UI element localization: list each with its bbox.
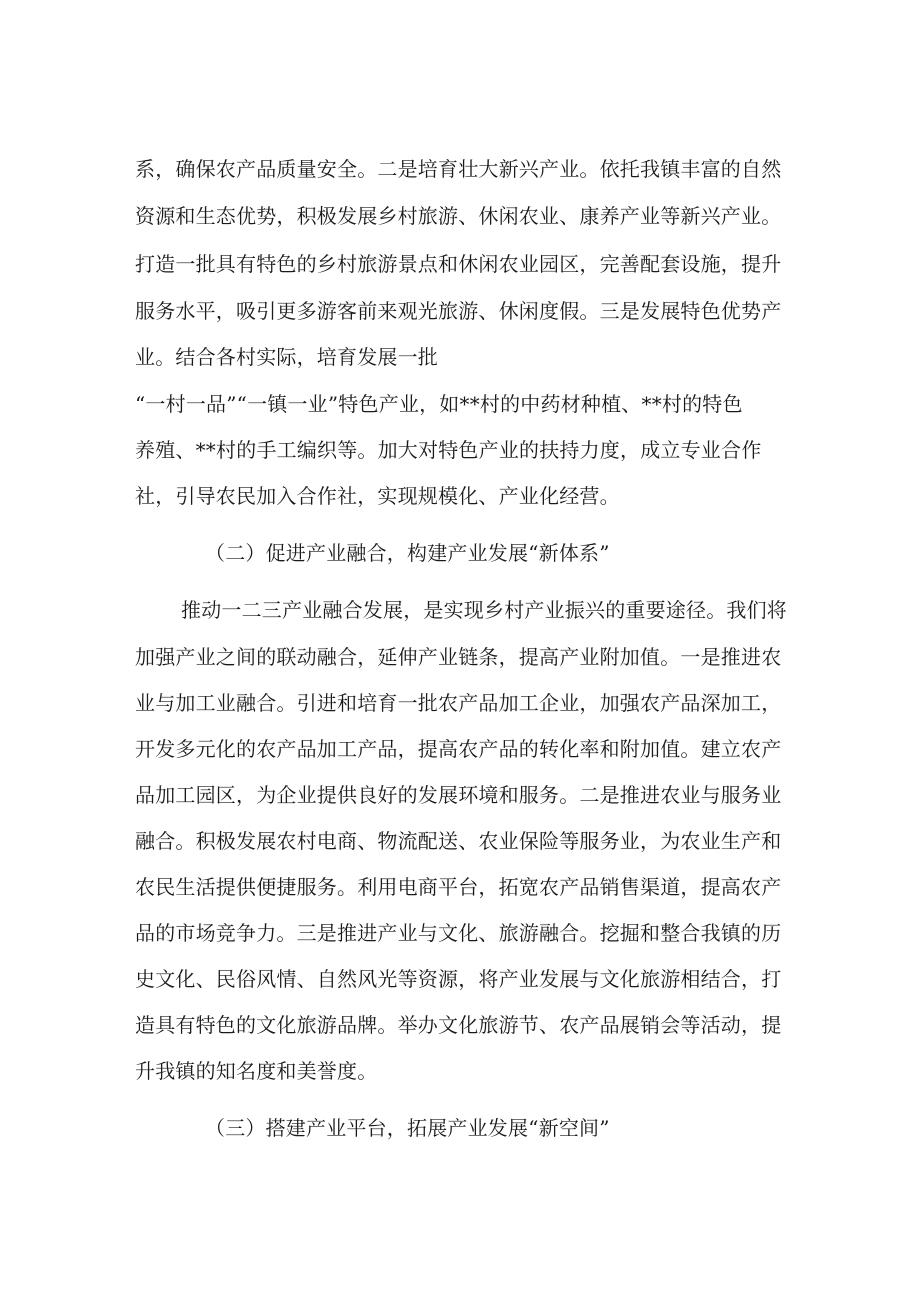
paragraph-line: 开发多元化的农产品加工产品，提高农产品的转化率和附加值。建立农产 (135, 737, 782, 761)
paragraph-line: 系，确保农产品质量安全。二是培育壮大新兴产业。依托我镇丰富的自然 (135, 157, 782, 181)
paragraph-line: 加强产业之间的联动融合，延伸产业链条，提高产业附加值。一是推进农 (135, 645, 782, 669)
paragraph-line: 社，引导农民加入合作社，实现规模化、产业化经营。 (135, 484, 620, 508)
paragraph-line: 品加工园区，为企业提供良好的发展环境和服务。二是推进农业与服务业 (135, 783, 782, 807)
paragraph-line: 升我镇的知名度和美誉度。 (135, 1059, 378, 1083)
paragraph-line: 打造一批具有特色的乡村旅游景点和休闲农业园区，完善配套设施，提升 (135, 252, 782, 276)
paragraph-line: 农民生活提供便捷服务。利用电商平台，拓宽农产品销售渠道，提高农产 (135, 875, 782, 899)
section-heading: （二）促进产业融合，构建产业发展“新体系” (205, 541, 610, 565)
paragraph-line: “一村一品”“一镇一业”特色产业，如**村的中药材种植、**村的特色 (135, 392, 743, 416)
paragraph-line: 造具有特色的文化旅游品牌。举办文化旅游节、农产品展销会等活动，提 (135, 1013, 782, 1037)
paragraph-line: 品的市场竞争力。三是推进产业与文化、旅游融合。挖掘和整合我镇的历 (135, 921, 782, 945)
paragraph-line: 推动一二三产业融合发展，是实现乡村产业振兴的重要途径。我们将 (181, 598, 787, 622)
paragraph-line: 业。结合各村实际，培育发展一批 (135, 345, 438, 369)
section-heading: （三）搭建产业平台，拓展产业发展“新空间” (205, 1116, 610, 1140)
paragraph-line: 资源和生态优势，积极发展乡村旅游、休闲农业、康养产业等新兴产业。 (135, 204, 782, 228)
paragraph-line: 养殖、**村的手工编织等。加大对特色产业的扶持力度，成立专业合作 (135, 438, 762, 462)
paragraph-line: 服务水平，吸引更多游客前来观光旅游、休闲度假。三是发展特色优势产 (135, 299, 782, 323)
paragraph-line: 融合。积极发展农村电商、物流配送、农业保险等服务业，为农业生产和 (135, 829, 782, 853)
paragraph-line: 史文化、民俗风情、自然风光等资源，将产业发展与文化旅游相结合，打 (135, 967, 782, 991)
paragraph-line: 业与加工业融合。引进和培育一批农产品加工企业，加强农产品深加工， (135, 691, 782, 715)
